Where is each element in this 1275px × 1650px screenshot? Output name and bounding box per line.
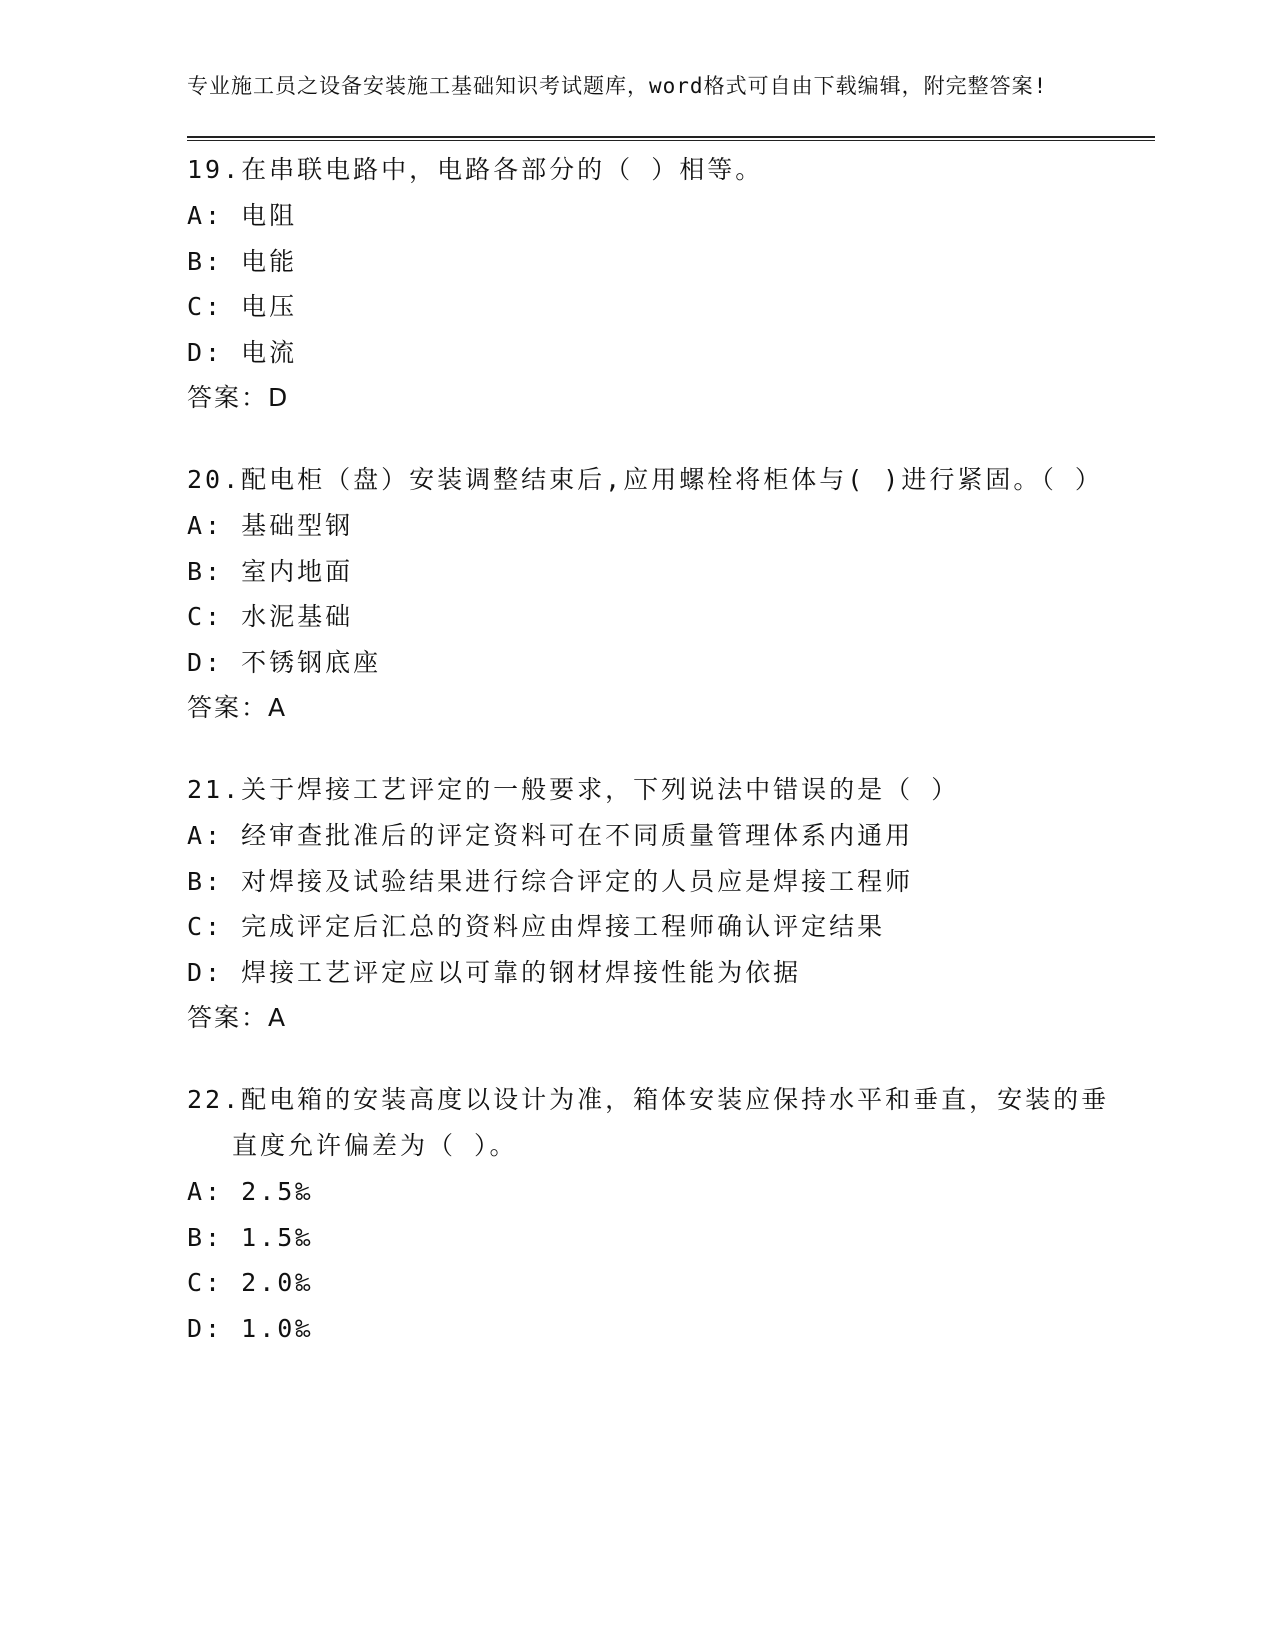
header-divider: [187, 136, 1155, 141]
option-c: C: 完成评定后汇总的资料应由焊接工程师确认评定结果: [187, 912, 886, 941]
option-b: B: 对焊接及试验结果进行综合评定的人员应是焊接工程师: [187, 866, 914, 896]
option-d: D: 1.0‰: [187, 1313, 314, 1343]
option-c: C: 水泥基础: [187, 602, 354, 631]
document-page: [187, 70, 1155, 1387]
option-c: C: 电压: [187, 292, 298, 321]
question-stem: 19.在串联电路中，电路各部分的（ ）相等。: [187, 155, 764, 184]
option-b: B: 室内地面: [187, 556, 354, 586]
option-c: C: 2.0‰: [187, 1268, 314, 1297]
question-stem: 20.配电柜（盘）安装调整结束后,应用螺栓将柜体与( )进行紧固。（ ）: [187, 465, 1103, 494]
question-22: [187, 1077, 1155, 1351]
document-header: 专业施工员之设备安装施工基础知识考试题库，word格式可自由下载编辑，附完整答案!: [187, 74, 1048, 98]
option-a: A: 经审查批准后的评定资料可在不同质量管理体系内通用: [187, 821, 914, 850]
option-d: D: 电流: [187, 337, 298, 367]
answer-text: 答案：D: [187, 383, 290, 412]
question-stem: 21.关于焊接工艺评定的一般要求，下列说法中错误的是（ ）: [187, 775, 960, 804]
option-a: A: 基础型钢: [187, 511, 354, 540]
option-a: A: 2.5‰: [187, 1177, 314, 1206]
option-d: D: 焊接工艺评定应以可靠的钢材焊接性能为依据: [187, 957, 802, 987]
question-19: [187, 147, 1155, 421]
answer-text: 答案：A: [187, 693, 288, 722]
option-a: A: 电阻: [187, 201, 298, 230]
option-d: D: 不锈钢底座: [187, 647, 382, 677]
option-b: B: 电能: [187, 246, 298, 276]
question-list: [187, 147, 1155, 1351]
question-21: [187, 767, 1155, 1041]
option-b: B: 1.5‰: [187, 1222, 314, 1252]
answer-text: 答案：A: [187, 1003, 288, 1032]
question-20: [187, 457, 1155, 731]
question-stem: 22.配电箱的安装高度以设计为准，箱体安装应保持水平和垂直，安装的垂直度允许偏差为（ ）。: [187, 1085, 1110, 1160]
